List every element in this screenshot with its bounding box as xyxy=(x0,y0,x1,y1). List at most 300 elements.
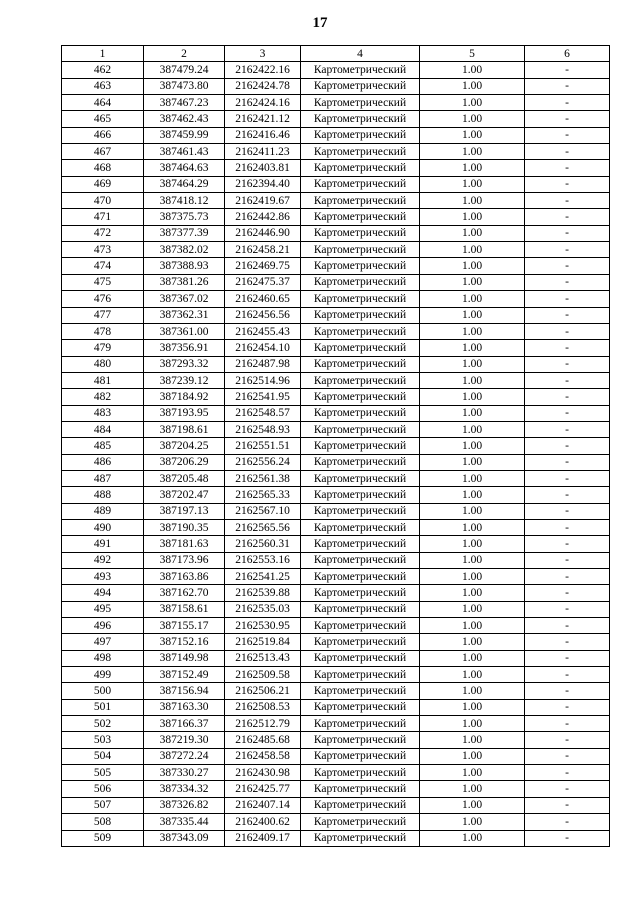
accuracy-cell: 1.00 xyxy=(420,421,525,437)
table-row xyxy=(62,716,610,732)
method-cell: Картометрический xyxy=(301,699,420,715)
table-row xyxy=(62,732,610,748)
table-row xyxy=(62,356,610,372)
description-cell: - xyxy=(525,274,610,290)
y-coordinate-cell: 2162419.67 xyxy=(225,193,301,209)
method-cell: Картометрический xyxy=(301,667,420,683)
description-cell: - xyxy=(525,258,610,274)
x-coordinate-cell: 387158.61 xyxy=(144,601,225,617)
point-number-cell: 504 xyxy=(62,748,144,764)
description-cell: - xyxy=(525,797,610,813)
x-coordinate-cell: 387149.98 xyxy=(144,650,225,666)
table-row xyxy=(62,470,610,486)
table-row xyxy=(62,291,610,307)
point-number-cell: 464 xyxy=(62,95,144,111)
accuracy-cell: 1.00 xyxy=(420,716,525,732)
accuracy-cell: 1.00 xyxy=(420,62,525,78)
table-row xyxy=(62,552,610,568)
table-row xyxy=(62,536,610,552)
point-number-cell: 476 xyxy=(62,291,144,307)
method-cell: Картометрический xyxy=(301,618,420,634)
table-row xyxy=(62,209,610,225)
table-row xyxy=(62,421,610,437)
y-coordinate-cell: 2162548.57 xyxy=(225,405,301,421)
table-row xyxy=(62,258,610,274)
y-coordinate-cell: 2162535.03 xyxy=(225,601,301,617)
method-cell: Картометрический xyxy=(301,405,420,421)
point-number-cell: 465 xyxy=(62,111,144,127)
table-row xyxy=(62,242,610,258)
x-coordinate-cell: 387330.27 xyxy=(144,765,225,781)
accuracy-cell: 1.00 xyxy=(420,389,525,405)
point-number-cell: 475 xyxy=(62,274,144,290)
x-coordinate-cell: 387184.92 xyxy=(144,389,225,405)
table-row xyxy=(62,340,610,356)
accuracy-cell: 1.00 xyxy=(420,372,525,388)
method-cell: Картометрический xyxy=(301,438,420,454)
x-coordinate-cell: 387461.43 xyxy=(144,144,225,160)
method-cell: Картометрический xyxy=(301,814,420,830)
accuracy-cell: 1.00 xyxy=(420,356,525,372)
table-row xyxy=(62,585,610,601)
method-cell: Картометрический xyxy=(301,797,420,813)
description-cell: - xyxy=(525,340,610,356)
x-coordinate-cell: 387198.61 xyxy=(144,421,225,437)
table-row xyxy=(62,62,610,78)
y-coordinate-cell: 2162416.46 xyxy=(225,127,301,143)
method-cell: Картометрический xyxy=(301,781,420,797)
x-coordinate-cell: 387239.12 xyxy=(144,372,225,388)
description-cell: - xyxy=(525,421,610,437)
accuracy-cell: 1.00 xyxy=(420,193,525,209)
x-coordinate-cell: 387166.37 xyxy=(144,716,225,732)
table-row xyxy=(62,372,610,388)
method-cell: Картометрический xyxy=(301,716,420,732)
accuracy-cell: 1.00 xyxy=(420,618,525,634)
table-row xyxy=(62,274,610,290)
point-number-cell: 508 xyxy=(62,814,144,830)
method-cell: Картометрический xyxy=(301,127,420,143)
description-cell: - xyxy=(525,748,610,764)
y-coordinate-cell: 2162460.65 xyxy=(225,291,301,307)
y-coordinate-cell: 2162519.84 xyxy=(225,634,301,650)
table-row xyxy=(62,830,610,846)
description-cell: - xyxy=(525,78,610,94)
point-number-cell: 470 xyxy=(62,193,144,209)
point-number-cell: 492 xyxy=(62,552,144,568)
x-coordinate-cell: 387190.35 xyxy=(144,519,225,535)
accuracy-cell: 1.00 xyxy=(420,176,525,192)
point-number-cell: 495 xyxy=(62,601,144,617)
x-coordinate-cell: 387193.95 xyxy=(144,405,225,421)
method-cell: Картометрический xyxy=(301,62,420,78)
x-coordinate-cell: 387381.26 xyxy=(144,274,225,290)
accuracy-cell: 1.00 xyxy=(420,144,525,160)
method-cell: Картометрический xyxy=(301,307,420,323)
accuracy-cell: 1.00 xyxy=(420,667,525,683)
table-row xyxy=(62,618,610,634)
table-row xyxy=(62,814,610,830)
y-coordinate-cell: 2162456.56 xyxy=(225,307,301,323)
accuracy-cell: 1.00 xyxy=(420,536,525,552)
y-coordinate-cell: 2162506.21 xyxy=(225,683,301,699)
x-coordinate-cell: 387152.49 xyxy=(144,667,225,683)
method-cell: Картометрический xyxy=(301,323,420,339)
table-row xyxy=(62,683,610,699)
y-coordinate-cell: 2162561.38 xyxy=(225,470,301,486)
table-row xyxy=(62,193,610,209)
method-cell: Картометрический xyxy=(301,193,420,209)
y-coordinate-cell: 2162541.95 xyxy=(225,389,301,405)
description-cell: - xyxy=(525,176,610,192)
accuracy-cell: 1.00 xyxy=(420,405,525,421)
method-cell: Картометрический xyxy=(301,569,420,585)
description-cell: - xyxy=(525,683,610,699)
accuracy-cell: 1.00 xyxy=(420,323,525,339)
accuracy-cell: 1.00 xyxy=(420,503,525,519)
point-number-cell: 507 xyxy=(62,797,144,813)
description-cell: - xyxy=(525,618,610,634)
point-number-cell: 478 xyxy=(62,323,144,339)
table-row xyxy=(62,634,610,650)
method-cell: Картометрический xyxy=(301,683,420,699)
y-coordinate-cell: 2162513.43 xyxy=(225,650,301,666)
x-coordinate-cell: 387377.39 xyxy=(144,225,225,241)
table-row xyxy=(62,797,610,813)
point-number-cell: 482 xyxy=(62,389,144,405)
description-cell: - xyxy=(525,160,610,176)
x-coordinate-cell: 387382.02 xyxy=(144,242,225,258)
method-cell: Картометрический xyxy=(301,585,420,601)
table-row xyxy=(62,160,610,176)
y-coordinate-cell: 2162556.24 xyxy=(225,454,301,470)
description-cell: - xyxy=(525,667,610,683)
y-coordinate-cell: 2162551.51 xyxy=(225,438,301,454)
description-cell: - xyxy=(525,781,610,797)
method-cell: Картометрический xyxy=(301,95,420,111)
point-number-cell: 477 xyxy=(62,307,144,323)
x-coordinate-cell: 387272.24 xyxy=(144,748,225,764)
accuracy-cell: 1.00 xyxy=(420,732,525,748)
point-number-cell: 466 xyxy=(62,127,144,143)
point-number-cell: 505 xyxy=(62,765,144,781)
description-cell: - xyxy=(525,585,610,601)
table-row xyxy=(62,667,610,683)
point-number-cell: 471 xyxy=(62,209,144,225)
y-coordinate-cell: 2162530.95 xyxy=(225,618,301,634)
x-coordinate-cell: 387473.80 xyxy=(144,78,225,94)
method-cell: Картометрический xyxy=(301,765,420,781)
y-coordinate-cell: 2162407.14 xyxy=(225,797,301,813)
y-coordinate-cell: 2162425.77 xyxy=(225,781,301,797)
y-coordinate-cell: 2162475.37 xyxy=(225,274,301,290)
method-cell: Картометрический xyxy=(301,503,420,519)
y-coordinate-cell: 2162411.23 xyxy=(225,144,301,160)
accuracy-cell: 1.00 xyxy=(420,454,525,470)
description-cell: - xyxy=(525,830,610,846)
x-coordinate-cell: 387152.16 xyxy=(144,634,225,650)
accuracy-cell: 1.00 xyxy=(420,274,525,290)
accuracy-cell: 1.00 xyxy=(420,291,525,307)
x-coordinate-cell: 387375.73 xyxy=(144,209,225,225)
table-row xyxy=(62,307,610,323)
point-number-cell: 487 xyxy=(62,470,144,486)
method-cell: Картометрический xyxy=(301,258,420,274)
description-cell: - xyxy=(525,356,610,372)
description-cell: - xyxy=(525,372,610,388)
y-coordinate-cell: 2162442.86 xyxy=(225,209,301,225)
y-coordinate-cell: 2162458.21 xyxy=(225,242,301,258)
accuracy-cell: 1.00 xyxy=(420,78,525,94)
accuracy-cell: 1.00 xyxy=(420,830,525,846)
x-coordinate-cell: 387205.48 xyxy=(144,470,225,486)
method-cell: Картометрический xyxy=(301,454,420,470)
y-coordinate-cell: 2162565.33 xyxy=(225,487,301,503)
point-number-cell: 506 xyxy=(62,781,144,797)
table-row xyxy=(62,519,610,535)
point-number-cell: 486 xyxy=(62,454,144,470)
accuracy-cell: 1.00 xyxy=(420,209,525,225)
description-cell: - xyxy=(525,487,610,503)
accuracy-cell: 1.00 xyxy=(420,242,525,258)
y-coordinate-cell: 2162446.90 xyxy=(225,225,301,241)
y-coordinate-cell: 2162422.16 xyxy=(225,62,301,78)
method-cell: Картометрический xyxy=(301,487,420,503)
method-cell: Картометрический xyxy=(301,78,420,94)
table-row xyxy=(62,601,610,617)
x-coordinate-cell: 387293.32 xyxy=(144,356,225,372)
accuracy-cell: 1.00 xyxy=(420,552,525,568)
x-coordinate-cell: 387173.96 xyxy=(144,552,225,568)
x-coordinate-cell: 387362.31 xyxy=(144,307,225,323)
x-coordinate-cell: 387219.30 xyxy=(144,732,225,748)
method-cell: Картометрический xyxy=(301,470,420,486)
x-coordinate-cell: 387335.44 xyxy=(144,814,225,830)
description-cell: - xyxy=(525,438,610,454)
description-cell: - xyxy=(525,95,610,111)
description-cell: - xyxy=(525,144,610,160)
accuracy-cell: 1.00 xyxy=(420,585,525,601)
y-coordinate-cell: 2162508.53 xyxy=(225,699,301,715)
description-cell: - xyxy=(525,519,610,535)
description-cell: - xyxy=(525,732,610,748)
accuracy-cell: 1.00 xyxy=(420,438,525,454)
description-cell: - xyxy=(525,716,610,732)
y-coordinate-cell: 2162469.75 xyxy=(225,258,301,274)
description-cell: - xyxy=(525,193,610,209)
method-cell: Картометрический xyxy=(301,274,420,290)
table-row xyxy=(62,569,610,585)
accuracy-cell: 1.00 xyxy=(420,699,525,715)
method-cell: Картометрический xyxy=(301,830,420,846)
description-cell: - xyxy=(525,242,610,258)
method-cell: Картометрический xyxy=(301,242,420,258)
method-cell: Картометрический xyxy=(301,160,420,176)
x-coordinate-cell: 387155.17 xyxy=(144,618,225,634)
description-cell: - xyxy=(525,209,610,225)
x-coordinate-cell: 387197.13 xyxy=(144,503,225,519)
table-row xyxy=(62,781,610,797)
x-coordinate-cell: 387206.29 xyxy=(144,454,225,470)
description-cell: - xyxy=(525,650,610,666)
point-number-cell: 503 xyxy=(62,732,144,748)
column-header-3: 3 xyxy=(225,46,301,62)
y-coordinate-cell: 2162394.40 xyxy=(225,176,301,192)
point-number-cell: 468 xyxy=(62,160,144,176)
x-coordinate-cell: 387163.86 xyxy=(144,569,225,585)
y-coordinate-cell: 2162454.10 xyxy=(225,340,301,356)
table-row xyxy=(62,323,610,339)
method-cell: Картометрический xyxy=(301,356,420,372)
accuracy-cell: 1.00 xyxy=(420,111,525,127)
point-number-cell: 502 xyxy=(62,716,144,732)
point-number-cell: 462 xyxy=(62,62,144,78)
point-number-cell: 473 xyxy=(62,242,144,258)
coordinates-table xyxy=(61,45,610,847)
x-coordinate-cell: 387334.32 xyxy=(144,781,225,797)
point-number-cell: 474 xyxy=(62,258,144,274)
method-cell: Картометрический xyxy=(301,389,420,405)
table-body xyxy=(62,62,610,847)
y-coordinate-cell: 2162539.88 xyxy=(225,585,301,601)
point-number-cell: 494 xyxy=(62,585,144,601)
table-row xyxy=(62,176,610,192)
description-cell: - xyxy=(525,454,610,470)
table-row xyxy=(62,225,610,241)
y-coordinate-cell: 2162403.81 xyxy=(225,160,301,176)
method-cell: Картометрический xyxy=(301,650,420,666)
method-cell: Картометрический xyxy=(301,601,420,617)
point-number-cell: 499 xyxy=(62,667,144,683)
table-row xyxy=(62,405,610,421)
table-header xyxy=(62,46,610,62)
method-cell: Картометрический xyxy=(301,225,420,241)
description-cell: - xyxy=(525,503,610,519)
accuracy-cell: 1.00 xyxy=(420,765,525,781)
y-coordinate-cell: 2162424.16 xyxy=(225,95,301,111)
method-cell: Картометрический xyxy=(301,291,420,307)
y-coordinate-cell: 2162548.93 xyxy=(225,421,301,437)
accuracy-cell: 1.00 xyxy=(420,797,525,813)
accuracy-cell: 1.00 xyxy=(420,748,525,764)
table-row xyxy=(62,650,610,666)
accuracy-cell: 1.00 xyxy=(420,683,525,699)
y-coordinate-cell: 2162512.79 xyxy=(225,716,301,732)
point-number-cell: 472 xyxy=(62,225,144,241)
point-number-cell: 493 xyxy=(62,569,144,585)
accuracy-cell: 1.00 xyxy=(420,650,525,666)
y-coordinate-cell: 2162541.25 xyxy=(225,569,301,585)
x-coordinate-cell: 387181.63 xyxy=(144,536,225,552)
point-number-cell: 469 xyxy=(62,176,144,192)
y-coordinate-cell: 2162400.62 xyxy=(225,814,301,830)
method-cell: Картометрический xyxy=(301,111,420,127)
table-row xyxy=(62,503,610,519)
accuracy-cell: 1.00 xyxy=(420,487,525,503)
accuracy-cell: 1.00 xyxy=(420,470,525,486)
point-number-cell: 497 xyxy=(62,634,144,650)
x-coordinate-cell: 387462.43 xyxy=(144,111,225,127)
y-coordinate-cell: 2162514.96 xyxy=(225,372,301,388)
point-number-cell: 481 xyxy=(62,372,144,388)
x-coordinate-cell: 387204.25 xyxy=(144,438,225,454)
y-coordinate-cell: 2162430.98 xyxy=(225,765,301,781)
x-coordinate-cell: 387367.02 xyxy=(144,291,225,307)
y-coordinate-cell: 2162567.10 xyxy=(225,503,301,519)
x-coordinate-cell: 387464.63 xyxy=(144,160,225,176)
y-coordinate-cell: 2162409.17 xyxy=(225,830,301,846)
table-row xyxy=(62,748,610,764)
accuracy-cell: 1.00 xyxy=(420,160,525,176)
point-number-cell: 488 xyxy=(62,487,144,503)
x-coordinate-cell: 387464.29 xyxy=(144,176,225,192)
accuracy-cell: 1.00 xyxy=(420,225,525,241)
description-cell: - xyxy=(525,405,610,421)
description-cell: - xyxy=(525,569,610,585)
accuracy-cell: 1.00 xyxy=(420,519,525,535)
description-cell: - xyxy=(525,601,610,617)
point-number-cell: 501 xyxy=(62,699,144,715)
description-cell: - xyxy=(525,111,610,127)
header-row xyxy=(62,46,610,62)
description-cell: - xyxy=(525,127,610,143)
x-coordinate-cell: 387418.12 xyxy=(144,193,225,209)
table-row xyxy=(62,78,610,94)
accuracy-cell: 1.00 xyxy=(420,340,525,356)
page-number: 17 xyxy=(312,15,328,31)
table-row xyxy=(62,111,610,127)
table-row xyxy=(62,487,610,503)
table-row xyxy=(62,144,610,160)
accuracy-cell: 1.00 xyxy=(420,258,525,274)
y-coordinate-cell: 2162458.58 xyxy=(225,748,301,764)
y-coordinate-cell: 2162553.16 xyxy=(225,552,301,568)
method-cell: Картометрический xyxy=(301,209,420,225)
point-number-cell: 496 xyxy=(62,618,144,634)
x-coordinate-cell: 387459.99 xyxy=(144,127,225,143)
method-cell: Картометрический xyxy=(301,176,420,192)
method-cell: Картометрический xyxy=(301,144,420,160)
accuracy-cell: 1.00 xyxy=(420,569,525,585)
accuracy-cell: 1.00 xyxy=(420,634,525,650)
table-row xyxy=(62,127,610,143)
table-row xyxy=(62,454,610,470)
method-cell: Картометрический xyxy=(301,748,420,764)
y-coordinate-cell: 2162424.78 xyxy=(225,78,301,94)
description-cell: - xyxy=(525,699,610,715)
table-row xyxy=(62,699,610,715)
y-coordinate-cell: 2162560.31 xyxy=(225,536,301,552)
description-cell: - xyxy=(525,62,610,78)
x-coordinate-cell: 387326.82 xyxy=(144,797,225,813)
description-cell: - xyxy=(525,765,610,781)
point-number-cell: 484 xyxy=(62,421,144,437)
x-coordinate-cell: 387162.70 xyxy=(144,585,225,601)
point-number-cell: 491 xyxy=(62,536,144,552)
method-cell: Картометрический xyxy=(301,552,420,568)
table-row xyxy=(62,389,610,405)
accuracy-cell: 1.00 xyxy=(420,814,525,830)
point-number-cell: 509 xyxy=(62,830,144,846)
column-header-1: 1 xyxy=(62,46,144,62)
x-coordinate-cell: 387388.93 xyxy=(144,258,225,274)
accuracy-cell: 1.00 xyxy=(420,601,525,617)
method-cell: Картометрический xyxy=(301,634,420,650)
column-header-2: 2 xyxy=(144,46,225,62)
description-cell: - xyxy=(525,291,610,307)
method-cell: Картометрический xyxy=(301,519,420,535)
accuracy-cell: 1.00 xyxy=(420,781,525,797)
